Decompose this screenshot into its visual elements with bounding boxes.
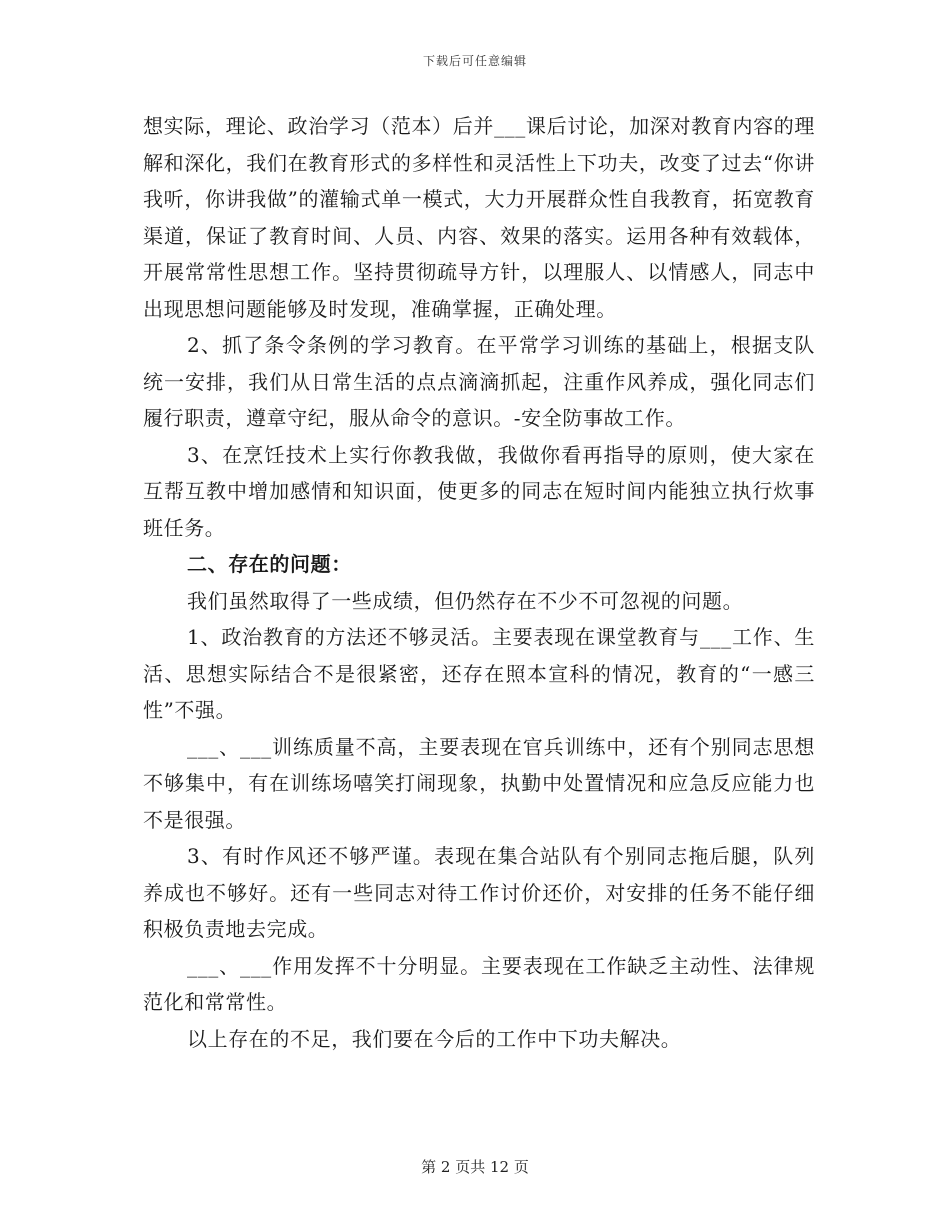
paragraph-4: 我们虽然取得了一些成绩，但仍然存在不少不可忽视的问题。 xyxy=(187,588,744,613)
document-body xyxy=(143,108,815,1057)
page-footer: 第 2 页共 12 页 xyxy=(421,1158,529,1176)
paragraph-2: 2、抓了条令条例的学习教育。在平常学习训练的基础上，根据支队统一安排，我们从日常生活的点点滴滴抓起，注重作风养成，强化同志们履行职责，遵章守纪，服从命令的意识。-安全防事故工作。 xyxy=(143,333,815,430)
paragraph-9: 以上存在的不足，我们要在今后的工作中下功夫解决。 xyxy=(187,1026,682,1051)
paragraph-7: 3、有时作风还不够严谨。表现在集合站队有个别同志拖后腿，队列养成也不够好。还有一些同志对待工作讨价还价，对安排的任务不能仔细积极负责地去完成。 xyxy=(143,844,815,941)
paragraph-8: ___、___作用发挥不十分明显。主要表现在工作缺乏主动性、法律规范化和常常性。 xyxy=(143,953,815,1014)
page-header: 下载后可任意编辑 xyxy=(422,54,527,68)
paragraph-3: 3、在烹饪技术上实行你教我做，我做你看再指导的原则，使大家在互帮互教中增加感情和知识面，使更多的同志在短时间内能独立执行炊事班任务。 xyxy=(143,442,815,540)
paragraph-1: 想实际，理论、政治学习（范本）后并___课后讨论，加深对教育内容的理解和深化，我们在教育形式的多样性和灵活性上下功夫，改变了过去“你讲我听，你讲我做”的灌输式单一模式，大力开展群众性自我教育，拓宽教育渠道，保证了教育时间、人员、内容、效果的落实。运用各种有效载体，开展常常性思想工作。坚持贯彻疏导方针，以理服人、以情感人，同志中出现思想问题能够及时发现，准确掌握，正确处理。 xyxy=(143,114,815,321)
paragraph-6: ___、___训练质量不高，主要表现在官兵训练中，还有个别同志思想不够集中，有在训练场嘻笑打闹现象，执勤中处置情况和应急反应能力也不是很强。 xyxy=(143,734,815,832)
paragraph-5: 1、政治教育的方法还不够灵活。主要表现在课堂教育与___工作、生活、思想实际结合不是很紧密，还存在照本宣科的情况，教育的“一感三性”不强。 xyxy=(143,625,815,722)
section-heading: 二、存在的问题： xyxy=(187,552,352,576)
